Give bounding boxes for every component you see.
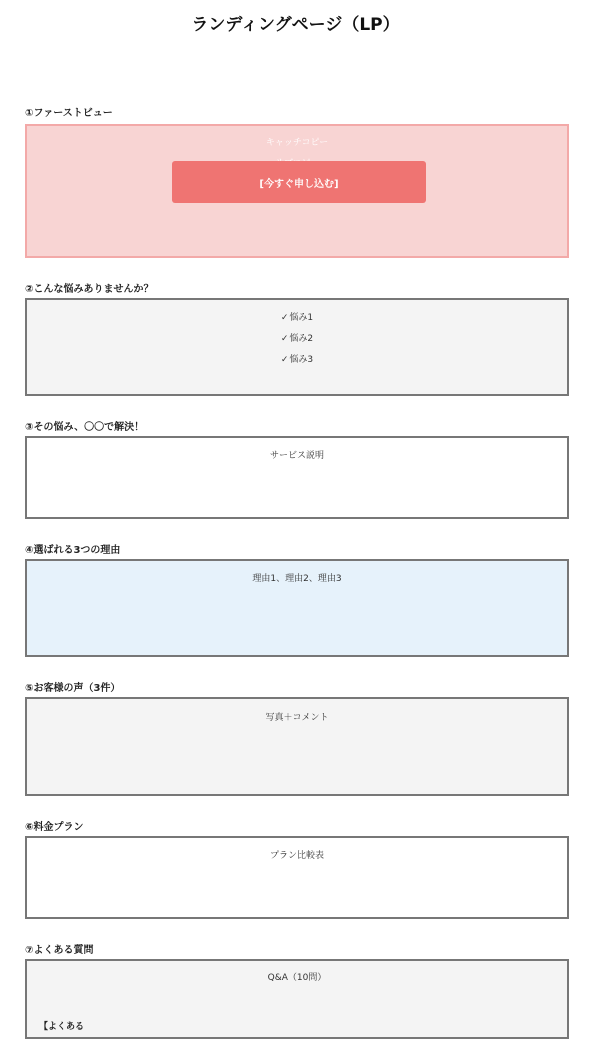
section-label-testimonials: ⑤お客様の声（3件） (25, 683, 121, 694)
solution-box (25, 436, 569, 519)
worries-box (25, 298, 569, 396)
check-icon: ✓ (280, 313, 289, 323)
section-label-worries: ②こんな悩みありませんか？ (25, 284, 154, 295)
check-icon: ✓ (280, 355, 289, 365)
faq-text: Q&A（10問） (267, 973, 327, 983)
catch-copy: キャッチコピー (265, 138, 329, 148)
faq-next-label: 【よくある (39, 1022, 85, 1032)
testimonials-text: 写真＋コメント (265, 713, 329, 723)
reasons-text: 理由1、理由2、理由3 (252, 574, 342, 584)
worry-item (27, 310, 567, 323)
section-label-solution: ③その悩み、〇〇で解決！ (25, 422, 145, 433)
page-title: ランディングページ（LP） (191, 15, 400, 35)
section-label-reasons: ④選ばれる3つの理由 (25, 545, 121, 556)
service-description: サービス説明 (269, 451, 324, 461)
testimonials-box (25, 697, 569, 796)
faq-box (25, 959, 569, 1039)
worry-item (27, 352, 567, 365)
section-label-pricing: ⑥料金プラン (25, 822, 84, 833)
check-icon: ✓ (280, 334, 289, 344)
reasons-box (25, 559, 569, 657)
section-label-first-view: ①ファーストビュー (25, 108, 113, 119)
pricing-text: プラン比較表 (269, 851, 324, 861)
section-label-faq: ⑦よくある質問 (25, 945, 94, 956)
worry-item (27, 331, 567, 344)
apply-now-button[interactable]: [今すぐ申し込む] (172, 161, 426, 203)
worry-item-label: 悩み1 (289, 313, 314, 323)
first-view-box (25, 124, 569, 258)
worry-item-label: 悩み2 (289, 334, 314, 344)
pricing-box (25, 836, 569, 919)
worry-item-label: 悩み3 (289, 355, 314, 365)
